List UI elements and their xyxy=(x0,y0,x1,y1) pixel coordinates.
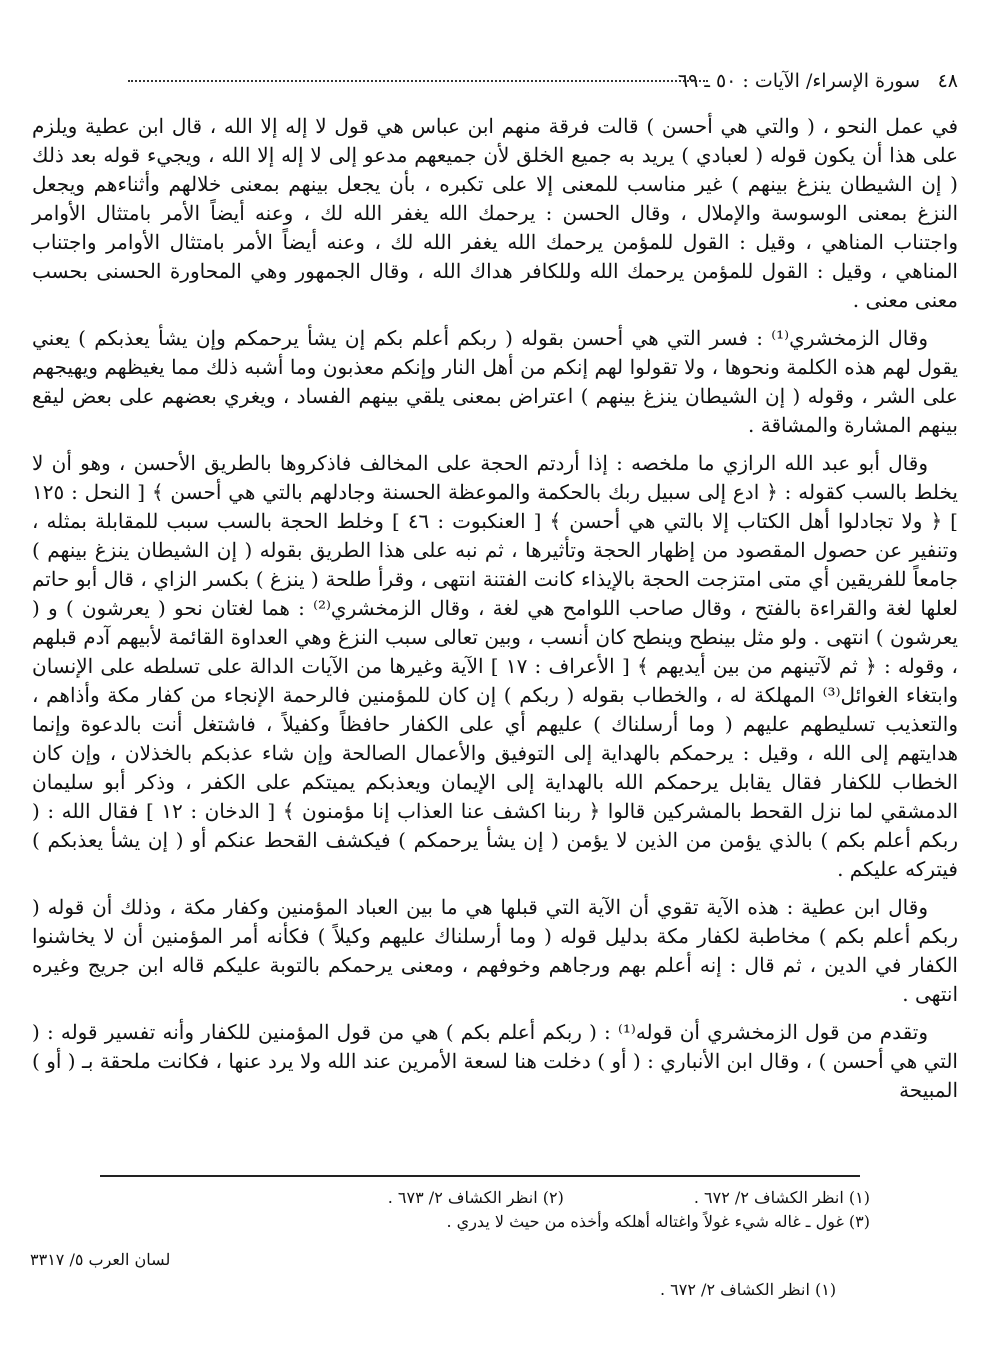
footnote-1: (١) انظر الكشاف ٢/ ٦٧٢ . xyxy=(693,1188,870,1207)
main-text xyxy=(32,112,958,1114)
page-header xyxy=(28,70,958,100)
page-number: ٤٨ xyxy=(937,70,958,92)
footnote-separator xyxy=(100,1175,860,1177)
paragraph-2: وقال الزمخشري⁽¹⁾ : فسر التي هي أحسن بقوله ( ربكم أعلم بكم إن يشأ يرحمكم وإن يشأ يعذبكم ) يعني يقول لهم هذه الكلمة ونحوها ، ولا تقولوا لهم إنكم من أهل النار وإنكم معذبون وما أشبه ذلك مما يغيظهم ويهيجهم على الشر ، وقوله ( إن الشيطان ينزغ بينهم ) اعتراض بمعنى يلقي بينهم الفساد ، ويغري بعضهم على بعض ليقع بينهم المشارة والمشاقة . xyxy=(32,326,958,437)
footnote-3: (٣) غول ـ غاله شيء غولاً واغتاله أهلكه وأخذه من حيث لا يدري . xyxy=(446,1212,870,1231)
paragraph-1: في عمل النحو ، ( والتي هي أحسن ) قالت فرقة منهم ابن عباس هي قول لا إله إلا الله ، قال ابن عطية ويلزم على هذا أن يكون قوله ( لعبادي ) يريد به جميع الخلق لأن جميعهم مدعو إلى لا إله إلا الله ، ويجيء قوله بعد ذلك ( إن الشيطان ينزغ بينهم ) غير مناسب للمعنى إلا على تكبره ، بأن يجعل بينهم بمعنى خلالهم وأثناءهم ويجعل النزغ بمعنى الوسوسة والإملال ، وقال الحسن : يرحمك الله يغفر الله لك ، وعنه أيضاً الأمر بامتثال الأوامر واجتناب المناهي ، وقيل : القول للمؤمن يرحمك الله يغفر الله لك ، وعنه أيضاً الأمر بامتثال الأوامر واجتناب المناهي ، وقيل : القول للمؤمن يرحمك الله وللكافر هداك الله ، وقال الجمهور وهي المحاورة الحسنى بحسب معنى معنى . xyxy=(32,114,958,312)
paragraph-5: وتقدم من قول الزمخشري أن قوله⁽¹⁾ : ( ربكم أعلم بكم ) هي من قول المؤمنين للكفار وأنه تفسير قوله : ( التي هي أحسن ) ، وقال ابن الأنباري : ( أو ) دخلت هنا لسعة الأمرين عند الله ولا يرد عنها ، فكانت ملحقة بـ ( أو ) المبيحة xyxy=(32,1020,958,1102)
surah-title: سورة الإسراء/ الآيات : ٥٠ ـ ٦٩ xyxy=(677,70,920,92)
lisan-reference: لسان العرب ٥/ ٣٣١٧ xyxy=(30,1250,171,1269)
footnote-row xyxy=(80,1186,870,1210)
footnote-row xyxy=(80,1210,870,1234)
footnote-1-repeat: (١) انظر الكشاف ٢/ ٦٧٢ . xyxy=(660,1280,837,1299)
paragraph-4: وقال ابن عطية : هذه الآية تقوي أن الآية التي قبلها هي ما بين العباد المؤمنين وكفار مكة ، وذلك أن قوله ( ربكم أعلم بكم ) مخاطبة لكفار مكة بدليل قوله ( وما أرسلناك عليهم وكيلاً ) فكأنه أمر المؤمنين أن لا يخاشنوا الكفار في الدين ، ثم قال : إنه أعلم بهم ورجاهم وخوفهم ، ومعنى يرحمكم بالتوبة عليكم قاله ابن جريج وغيره انتهى . xyxy=(32,895,958,1006)
footnotes xyxy=(80,1186,870,1234)
header-dotted-leader xyxy=(128,80,708,82)
footnote-2: (٢) انظر الكشاف ٢/ ٦٧٣ . xyxy=(387,1188,564,1207)
paragraph-3: وقال أبو عبد الله الرازي ما ملخصه : إذا أردتم الحجة على المخالف فاذكروها بالطريق الأحسن ، وهو أن لا يخلط بالسب كقوله : ﴿ ادع إلى سبيل ربك بالحكمة والموعظة الحسنة وجادلهم بالتي هي أحسن ﴾ [ النحل : ١٢٥ ] ﴿ ولا تجادلوا أهل الكتاب إلا بالتي هي أحسن ﴾ [ العنكبوت : ٤٦ ] وخلط الحجة بالسب سبب للمقابلة بمثله ، وتنفير عن حصول المقصود من إظهار الحجة وتأثيرها ، ثم نبه على هذا الطريق بقوله ( إن الشيطان ينزغ بينهم ) جامعاً للفريقين أي متى امتزجت الحجة بالإيذاء كانت الفتنة انتهى ، وقرأ طلحة ( ينزغ ) بكسر الزاي ، قال أبو حاتم لعلها لغة والقراءة بالفتح ، وقال صاحب اللوامح هي لغة ، وقال الزمخشري⁽²⁾ : هما لغتان نحو ( يعرشون ) و ( يعرشون ) انتهى . ولو مثل بينطح وينطح كان أنسب ، وبين تعالى سبب النزغ وهي العداوة القائمة لأبيهم آدم قبلهم ، وقوله : ﴿ ثم لآتينهم من بين أيديهم ﴾ [ الأعراف : ١٧ ] الآية وغيرها من الآيات الدالة على تسلطه على الإنسان وابتغاء الغوائل⁽³⁾ المهلكة له ، والخطاب بقوله ( ربكم ) إن كان للمؤمنين فالرحمة الإنجاء من كفار مكة وأذاهم ، والتعذيب تسليطهم عليهم ( وما أرسلناك ) عليهم أي على الكفار حافظاً وكفيلاً ، فاشتغل أنت بالدعوة وإنما هدايتهم إلى الله ، وقيل : يرحمكم بالهداية إلى التوفيق والأعمال الصالحة وإن شاء عذبكم بالخذلان ، وإن كان الخطاب للكفار فقال يقابل يرحمكم الله بالهداية إلى الإيمان ويعذبكم يميتكم على الكفر ، وذكر أبو سليمان الدمشقي لما نزل القحط بالمشركين قالوا ﴿ ربنا اكشف عنا العذاب إنا مؤمنون ﴾ [ الدخان : ١٢ ] فقال الله : ( ربكم أعلم بكم ) بالذي يؤمن من الذين لا يؤمن ( إن يشأ يرحمكم ) فيكشف القحط عنكم أو ( إن يشأ يعذبكم ) فيتركه عليكم . xyxy=(32,451,958,881)
